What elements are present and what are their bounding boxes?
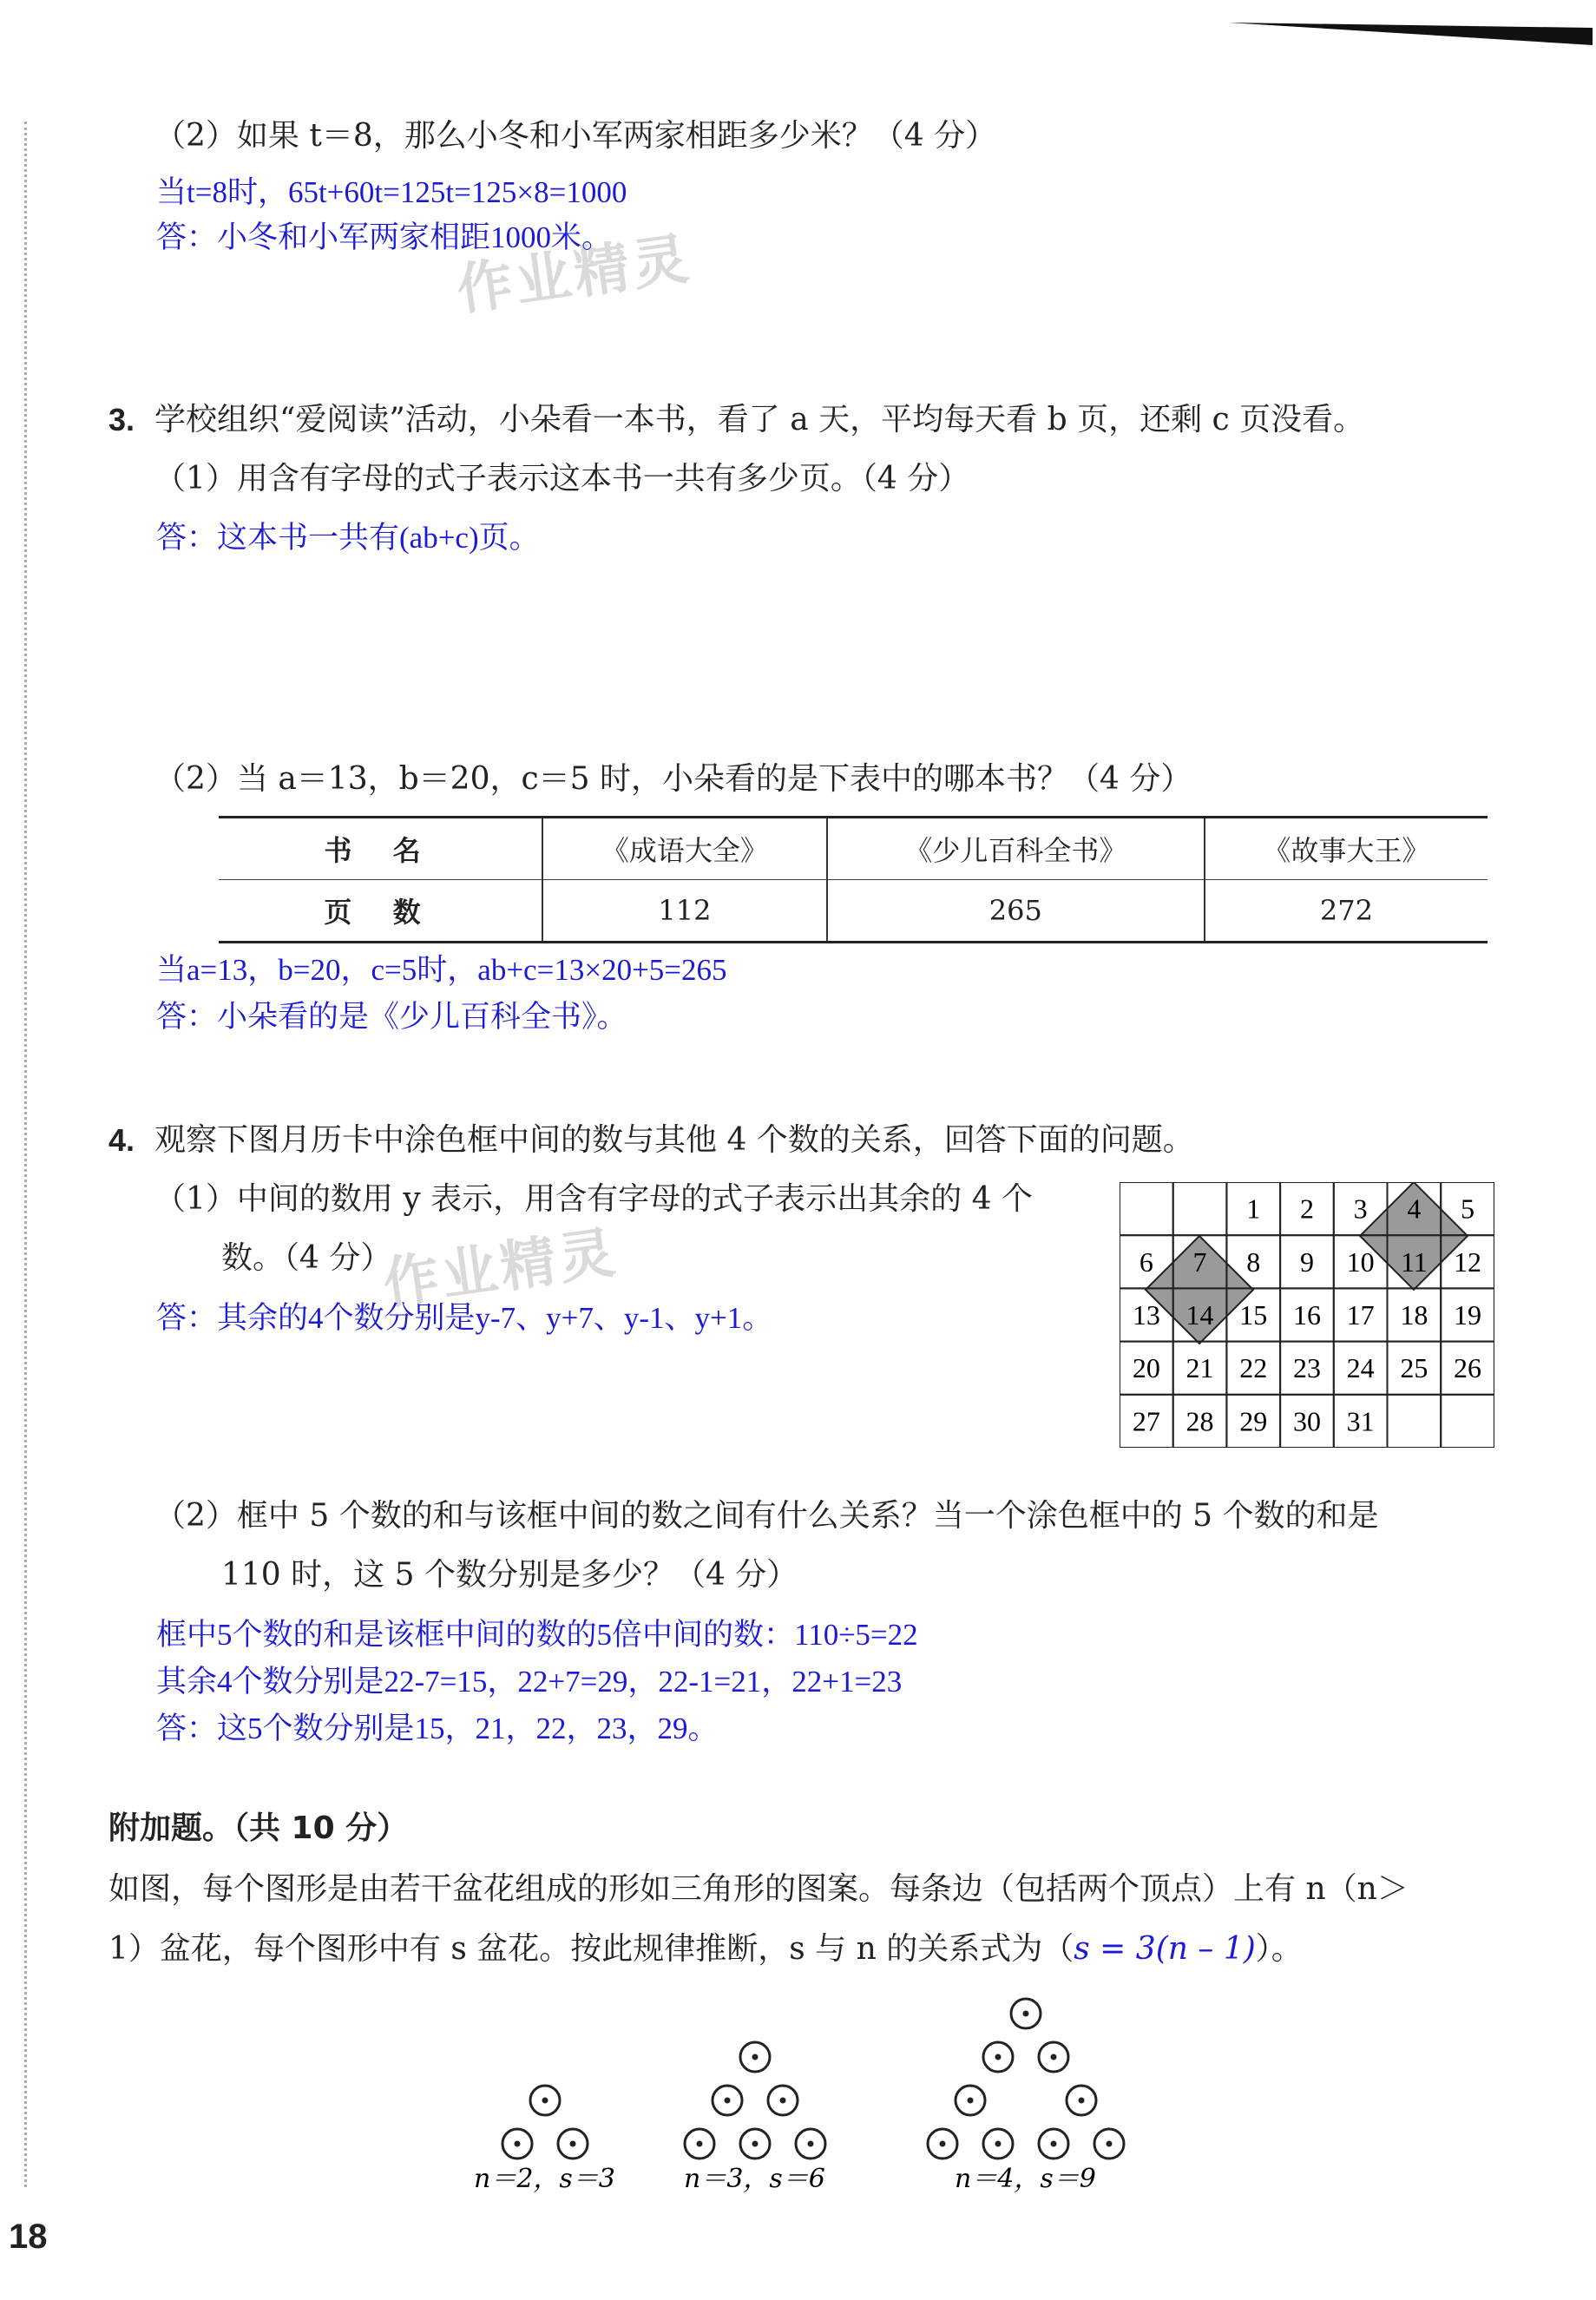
table-cell: 《少儿百科全书》 xyxy=(827,818,1205,880)
calendar-day: 9 xyxy=(1299,1245,1314,1278)
q4-sub1-line2: 数。（4 分） xyxy=(221,1240,392,1276)
calendar-cell xyxy=(1441,1395,1494,1448)
book-table xyxy=(219,816,1488,943)
caption-n2: n＝2，s＝3 xyxy=(474,2164,615,2194)
flower-dot xyxy=(995,2054,1002,2060)
watermark: 作业精灵 xyxy=(379,1220,622,1318)
q4-sub1-line1: （1）中间的数用 y 表示，用含有字母的式子表示出其余的 4 个 xyxy=(154,1181,1033,1217)
calendar-day: 22 xyxy=(1239,1352,1268,1384)
q4-answer1: 答：其余的4个数分别是y-7、y+7、y-1、y+1。 xyxy=(156,1301,773,1335)
q4-answer2-line3: 答：这5个数分别是15，21，22，23，29。 xyxy=(156,1712,719,1745)
q2-answer-line1: 当t=8时，65t+60t=125t=125×8=1000 xyxy=(156,175,627,209)
flower-dot xyxy=(780,2098,786,2104)
calendar-day: 16 xyxy=(1292,1299,1321,1331)
calendar-cell xyxy=(1120,1182,1173,1235)
calendar-day: 23 xyxy=(1292,1352,1321,1384)
flower-dot xyxy=(697,2141,703,2147)
flower-dot xyxy=(725,2098,731,2104)
calendar-day: 10 xyxy=(1346,1245,1375,1278)
calendar-day: 20 xyxy=(1132,1352,1160,1384)
calendar-day: 1 xyxy=(1246,1193,1261,1225)
bonus-line1: 如图，每个图形是由若干盆花组成的形如三角形的图案。每条边（包括两个顶点）上有 n（n＞ xyxy=(108,1871,1409,1907)
calendar-day: 21 xyxy=(1186,1352,1214,1384)
calendar-day: 25 xyxy=(1400,1352,1429,1384)
q4-stem: 观察下图月历卡中涂色框中间的数与其他 4 个数的关系，回答下面的问题。 xyxy=(154,1122,1194,1158)
flower-dot xyxy=(542,2098,548,2104)
watermark: 作业精灵 xyxy=(453,227,696,324)
calendar-cell xyxy=(1173,1182,1227,1235)
calendar-day: 13 xyxy=(1132,1299,1160,1331)
flower-dot xyxy=(1051,2054,1057,2060)
q3-answer1: 答：这本书一共有(ab+c)页。 xyxy=(156,521,540,555)
calendar-grid xyxy=(1120,1182,1494,1448)
calendar-day: 14 xyxy=(1186,1299,1214,1331)
flower-dot xyxy=(515,2141,521,2147)
table-cell: 《成语大全》 xyxy=(542,818,827,880)
calendar-day: 18 xyxy=(1400,1299,1429,1331)
calendar-day: 26 xyxy=(1454,1352,1482,1384)
table-cell: 《故事大王》 xyxy=(1205,818,1488,880)
calendar-day: 19 xyxy=(1454,1299,1482,1331)
q3-stem: 学校组织“爱阅读”活动，小朵看一本书，看了 a 天，平均每天看 b 页，还剩 c 页没看。 xyxy=(154,402,1365,437)
caption-n4: n＝4，s＝9 xyxy=(955,2164,1096,2194)
flower-dot xyxy=(1051,2141,1057,2147)
q3-number: 3. xyxy=(108,402,135,437)
calendar-day: 29 xyxy=(1239,1405,1268,1437)
bonus-line2-suffix: ）。 xyxy=(1255,1931,1303,1967)
q4-answer2-line2: 其余4个数分别是22-7=15，22+7=29，22-1=21，22+1=23 xyxy=(156,1665,903,1699)
calendar-day: 28 xyxy=(1186,1405,1214,1437)
q2-answer-line2: 答：小冬和小军两家相距1000米。 xyxy=(156,220,613,254)
bonus-line2-prefix: 1）盆花，每个图形中有 s 盆花。按此规律推断，s 与 n 的关系式为（ xyxy=(108,1931,1074,1967)
bonus-answer: s = 3(n – 1) xyxy=(1074,1931,1256,1967)
q3-answer2-line2: 答：小朵看的是《少儿百科全书》。 xyxy=(156,1000,627,1034)
calendar-day: 12 xyxy=(1454,1245,1482,1278)
table-cell: 272 xyxy=(1205,880,1488,943)
calendar-day: 30 xyxy=(1292,1405,1321,1437)
q3-answer2-line1: 当a=13，b=20，c=5时，ab+c=13×20+5=265 xyxy=(156,953,727,987)
calendar-day: 3 xyxy=(1353,1193,1368,1225)
q4-answer2-line1: 框中5个数的和是该框中间的数的5倍中间的数：110÷5=22 xyxy=(156,1618,918,1652)
caption-n3: n＝3，s＝6 xyxy=(684,2164,825,2194)
calendar-day: 7 xyxy=(1192,1245,1207,1278)
calendar-day: 24 xyxy=(1346,1352,1375,1384)
calendar-day: 11 xyxy=(1400,1245,1428,1278)
corner-decoration xyxy=(1228,21,1593,45)
q4-number: 4. xyxy=(108,1122,135,1158)
calendar-day: 4 xyxy=(1407,1193,1422,1225)
flower-triangle-figures xyxy=(469,1988,1163,2196)
calendar-day: 2 xyxy=(1299,1193,1314,1225)
flower-dot xyxy=(995,2141,1002,2147)
table-cell: 112 xyxy=(542,880,827,943)
bonus-line2 xyxy=(108,1930,1303,1968)
calendar-day: 6 xyxy=(1139,1245,1153,1278)
flower-dot xyxy=(752,2141,759,2147)
bonus-title: 附加题。（共 10 分） xyxy=(108,1810,409,1846)
flower-dot xyxy=(940,2141,946,2147)
table-row-label: 书 名 xyxy=(219,818,542,880)
flower-dot xyxy=(752,2054,759,2060)
calendar-day: 31 xyxy=(1346,1405,1375,1437)
flower-dot xyxy=(1023,2011,1029,2017)
q2-sub2-text: （2）如果 t＝8，那么小冬和小军两家相距多少米？（4 分） xyxy=(154,118,997,154)
page-number: 18 xyxy=(9,2218,48,2256)
table-row xyxy=(219,880,1488,943)
table-cell: 265 xyxy=(827,880,1205,943)
flower-dot xyxy=(1107,2141,1113,2147)
table-row-label: 页 数 xyxy=(219,880,542,943)
flower-dot xyxy=(808,2141,814,2147)
flower-dot xyxy=(1079,2098,1085,2104)
table-row xyxy=(219,818,1488,880)
calendar-day: 15 xyxy=(1239,1299,1268,1331)
calendar-day: 17 xyxy=(1346,1299,1375,1331)
calendar-day: 27 xyxy=(1132,1405,1160,1437)
binding-dotted-line xyxy=(24,122,27,2187)
calendar-day: 5 xyxy=(1461,1193,1475,1225)
flower-dot xyxy=(570,2141,576,2147)
calendar-day: 8 xyxy=(1246,1245,1261,1278)
calendar-cell xyxy=(1388,1395,1442,1448)
q3-sub2: （2）当 a＝13，b＝20，c＝5 时，小朵看的是下表中的哪本书？（4 分） xyxy=(154,761,1192,797)
q3-sub1: （1）用含有字母的式子表示这本书一共有多少页。（4 分） xyxy=(154,461,970,496)
flower-dot xyxy=(968,2098,974,2104)
q4-sub2-line2: 110 时，这 5 个数分别是多少？（4 分） xyxy=(221,1557,798,1593)
q4-sub2-line1: （2）框中 5 个数的和与该框中间的数之间有什么关系？当一个涂色框中的 5 个数的和是 xyxy=(154,1498,1379,1534)
